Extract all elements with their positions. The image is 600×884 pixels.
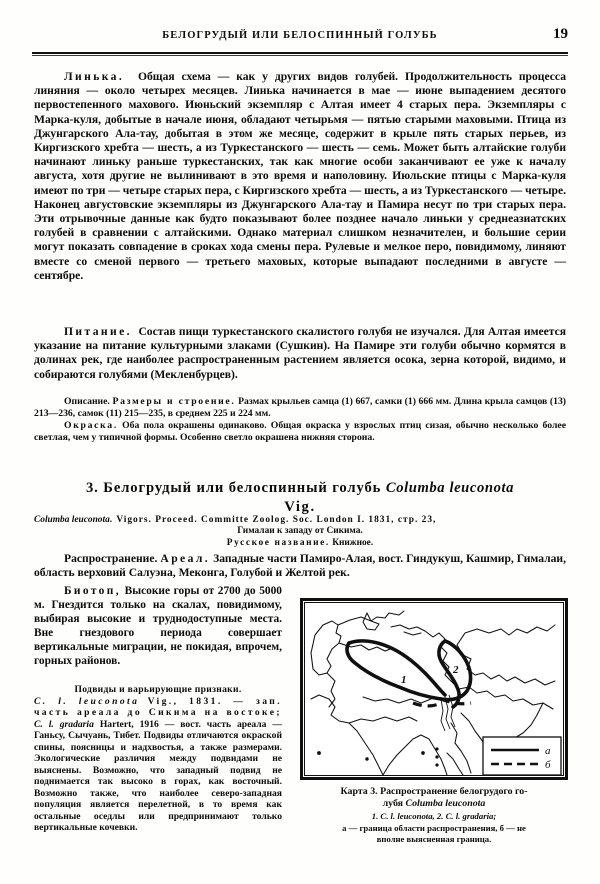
species-authority: Vig. (284, 499, 316, 515)
map-range-label-2: 2 (453, 664, 459, 676)
map-caption-legend-1: а — граница области распространения, б — не (342, 822, 526, 833)
label-biotope: Биотоп, (64, 585, 121, 597)
section-subspecies (34, 684, 282, 834)
subspecies-authority-1: Vig., 1831. — зап. часть ареала до Сикима на востоке; (34, 695, 282, 718)
section-biotope (34, 584, 282, 669)
synonymy-block (34, 515, 566, 549)
species-latin-name: Columba leuconota (385, 480, 515, 496)
page-number: 19 (553, 26, 568, 42)
map-range-label-1: 1 (401, 674, 407, 686)
text-biotope: Высокие горы от 2700 до 5000 м. Гнездится только на скалах, повидимому, выбирая высокие и труднодоступные места. Вне гнездового периода совершает вертикальные миграции, не покидая, впрочем, горных районов. (34, 585, 282, 668)
paragraph-food (34, 325, 566, 382)
text-distribution: Западные части Памиро-Алая, вост. Гиндукуш, Кашмир, Гималаи, область верховий Салуэна, Меконга, Голубой и Желтой рек. (34, 552, 566, 580)
synonymy-reference: . Vigors. Proceed. Committe Zoolog. Soc. London I. 1831, стр. 23, (109, 515, 437, 525)
map-caption-prefix: лубя (382, 797, 406, 809)
text-coloration: Оба пола окрашены одинаково. Общая окраска у взрослых птиц сизая, обычно несколько более светлая, чем у типичной формы. Особенно светло окрашена нижняя сторона. (34, 420, 567, 443)
header-rule (32, 52, 568, 56)
synonymy-latin: Columba leuconota (34, 515, 110, 525)
map-legend-label-dashed: б (545, 759, 551, 771)
species-heading-line-1 (34, 480, 566, 497)
paragraph-molt (34, 70, 566, 283)
label-subspecies: Подвиды и варьирующие признаки. (74, 684, 242, 695)
map-caption-line-1: Карта 3. Распространение белогрудого го- (340, 786, 528, 797)
section-food (34, 325, 566, 382)
text-food: Состав пищи туркестанского скалистого голубя не изучался. Для Алтая имеется указание на питание культурными злаками (Сушкин). На Памире эти голуби обычно кормятся в долинах рек, где наиболее распространенным растением является осока, зерна которой, видимо, и собираются голубями (Мекленбурцев). (34, 325, 567, 381)
label-coloration: Окраска. (64, 420, 118, 431)
species-number: 3. (85, 480, 99, 496)
text-molt: Общая схема — как у других видов голубей. Продолжительность процесса линяния — около четырех месяцев. Линька начинается в мае — июне выпадением десятого первостепенного махового. Июньский экземпляр с Алтая имеет 4 старых пера. Экземпляры с Марка-куля, добытые в начале июня, обладают четырьмя — пятью старыми маховыми. Птица из Джунгарского Ала-тау, добытая в этом же месяце, содержит в крыле пять старых перьев, из Киргизского хребта — шесть, а из Туркестанского — шесть — семь. Может быть алтайские голуби начинают линьку раньше туркестанских, так как многие особи заканчивают ее уже к началу августа, хотя другие не вылинивают в это время и наполовину. Июльские птицы с Марка-куля имеют по три — четыре старых пера, с Киргизского хребта — шесть, а из Туркестанского — четыре. Наконец августовские экземпляры из Джунгарского Ала-тау и Памира несут по три старых пера. Эти отрывочные данные как будто показывают более позднее начало линьки у среднеазиатских голубей в сравнении с алтайскими. Однако материал слишком незначителен, и большие серии могут показать совпадение в сроках хода смены пера. Рулевые и мелкое перо, повидимому, линяют вместе со сменой первого — третьего маховых, которые выпадают последними в августе — сентябре. (34, 70, 566, 282)
synonymy-line-2: Гималаи к западу от Сикима. (237, 526, 363, 537)
section-distribution (34, 552, 566, 580)
map-legend (483, 737, 561, 775)
map-caption-subspecies: 1. C. l. leuconota, 2. C. l. gradaria; (371, 811, 497, 822)
map-graphic (305, 603, 563, 775)
label-food: Питание. (64, 325, 132, 338)
map-caption-line-2 (296, 798, 572, 810)
distribution-map (300, 598, 568, 780)
label-description: Описание. (64, 396, 110, 407)
sublabel-distribution: Ареал. (160, 552, 211, 565)
section-coloration (34, 420, 566, 443)
paragraph-coloration (34, 420, 566, 443)
paragraph-distribution (34, 552, 566, 580)
map-caption (296, 786, 572, 844)
paragraph-description (34, 396, 566, 419)
subspecies-authority-2: Hartert, 1916 — вост. часть ареала — Ганьсу, Сычуань, Тибет. Подвиды отличаются окраской спины, поясницы и надхвостья, а также размерами. Экологические различия между подвидами не выяснены. Возможно, что западный подвид не поднимается так высоко в горах, как восточный. Возможно также, что наиболее северо-западная популяция является перелетной, в то время как остальные оседлы или предпринимают только вертикальные кочевки. (34, 718, 282, 833)
text-description: Размах крыльев самца (1) 667, самки (1) 666 мм. Длина крыла самцов (13) 213—236, самок (11) 215—235, в среднем 225 и 224 мм. (34, 396, 567, 419)
species-heading (34, 480, 566, 516)
russian-name-value: Книжное. (332, 537, 374, 548)
paragraph-biotope (34, 584, 282, 669)
map-legend-label-solid: а (545, 745, 551, 757)
running-head-title: БЕЛОГРУДЫЙ ИЛИ БЕЛОСПИННЫЙ ГОЛУБЬ (162, 30, 438, 41)
subspecies-name-2: C. l. gradaria (34, 718, 94, 730)
map-frame-inner (304, 602, 564, 776)
synonymy-line-3 (34, 538, 566, 549)
russian-name-label: Русское название. (226, 537, 330, 548)
subspecies-name-1: C. l. leuconota (34, 695, 140, 707)
sublabel-description: Размеры и строение. (112, 396, 236, 407)
synonymy-line-1 (34, 515, 566, 526)
species-russian-name: Белогрудый или белоспинный голубь (103, 480, 382, 496)
section-description (34, 396, 566, 419)
label-molt: Линька. (64, 70, 125, 83)
running-head (32, 26, 568, 52)
label-distribution: Распространение. (64, 552, 158, 565)
paragraph-subspecies (34, 696, 282, 834)
section-molt (34, 70, 566, 283)
map-caption-latin: Columba leuconota (405, 797, 486, 809)
map-caption-legend-2: вполне выясненная граница. (376, 834, 492, 844)
